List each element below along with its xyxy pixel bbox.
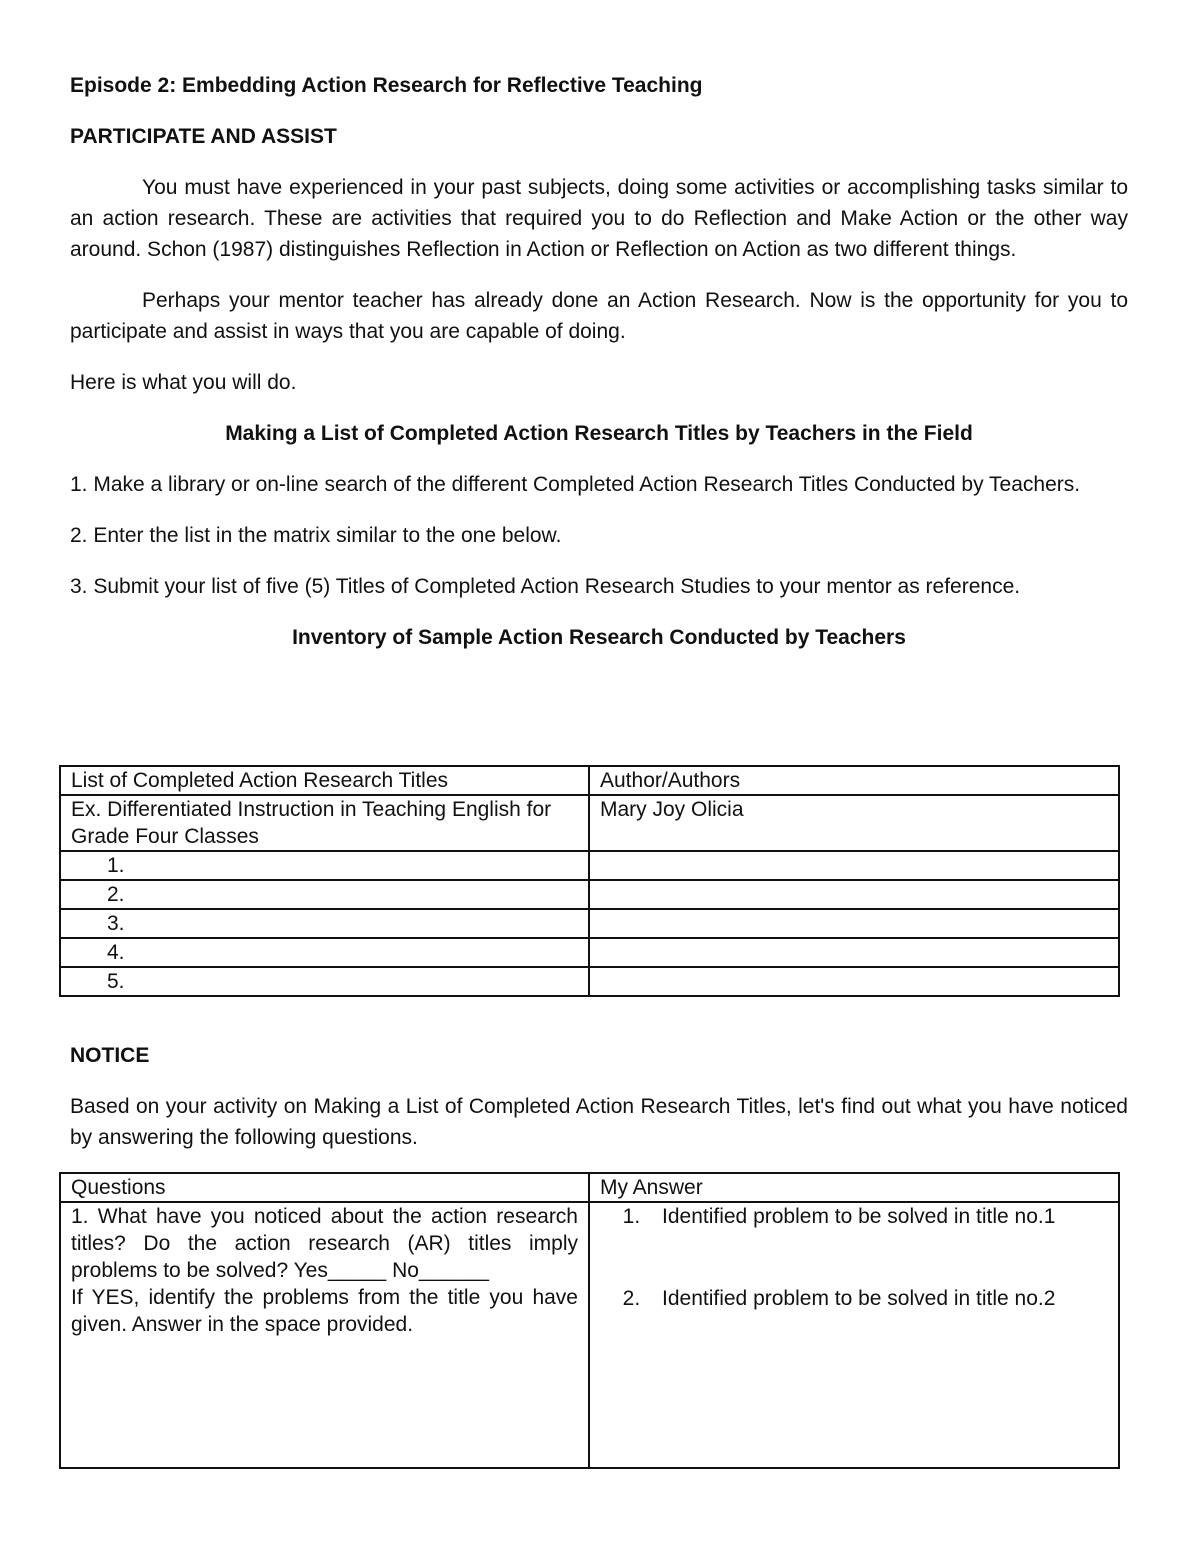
answer-cell[interactable] [589,1202,1119,1468]
step-1: 1. Make a library or on-line search of the different Completed Action Research Titles Conducted by Teachers. [70,473,1081,496]
inventory-table [59,765,1120,997]
author-cell-2[interactable] [589,880,1119,909]
author-cell-1[interactable] [589,851,1119,880]
table-row [60,880,1119,909]
section-heading-notice: NOTICE [70,1044,150,1067]
table-header-row [60,766,1119,795]
table-row [60,1202,1119,1468]
author-cell-5[interactable] [589,967,1119,996]
answer-item-2: 2. Identified problem to be solved in title no.2 [646,1285,1108,1312]
step-2: 2. Enter the list in the matrix similar to the one below. [70,524,562,547]
table-header-row [60,1173,1119,1202]
instruction-paragraph: Here is what you will do. [70,371,297,394]
example-title-cell: Ex. Differentiated Instruction in Teaching English for Grade Four Classes [60,795,589,851]
table-row [60,938,1119,967]
author-cell-4[interactable] [589,938,1119,967]
notice-section [70,1040,1128,1153]
example-author-cell: Mary Joy Olicia [589,795,1119,851]
author-cell-3[interactable] [589,909,1119,938]
questions-table [59,1172,1120,1469]
step-3: 3. Submit your list of five (5) Titles of Completed Action Research Studies to your mentor as reference. [70,575,1021,598]
table-row [60,909,1119,938]
header-questions: Questions [60,1173,589,1202]
question-text: 1. What have you noticed about the action research titles? Do the action research (AR) titles imply problems to be solved? Yes_____ No______ [71,1205,578,1282]
question-instruction: If YES, identify the problems from the title you have given. Answer in the space provided. [71,1286,578,1336]
answer-item-1: 1. Identified problem to be solved in title no.1 [646,1203,1108,1230]
question-cell [60,1202,589,1468]
section-heading-participate: PARTICIPATE AND ASSIST [70,125,337,148]
table-row-example [60,795,1119,851]
header-authors: Author/Authors [589,766,1119,795]
episode-title: Episode 2: Embedding Action Research for Reflective Teaching [70,74,703,97]
row-number-2: 2. [60,880,589,909]
header-my-answer: My Answer [589,1173,1119,1202]
document-page [70,70,1128,653]
row-number-1: 1. [60,851,589,880]
notice-paragraph: Based on your activity on Making a List of Completed Action Research Titles, let's find out what you have noticed by answering the following questions. [70,1095,1128,1149]
row-number-5: 5. [60,967,589,996]
header-titles: List of Completed Action Research Titles [60,766,589,795]
activity-title: Making a List of Completed Action Research Titles by Teachers in the Field [225,422,973,445]
inventory-title: Inventory of Sample Action Research Conducted by Teachers [292,626,906,649]
table-row [60,967,1119,996]
intro-paragraph: You must have experienced in your past subjects, doing some activities or accomplishing tasks similar to an action research. These are activities that required you to do Reflection and Make Action or the other way around. Schon (1987) distinguishes Reflection in Action or Reflection on Action as two different things. [70,176,1128,261]
mentor-paragraph: Perhaps your mentor teacher has already done an Action Research. Now is the opportunity for you to participate and assist in ways that you are capable of doing. [70,289,1128,343]
answer-list [600,1203,1108,1312]
row-number-3: 3. [60,909,589,938]
table-row [60,851,1119,880]
row-number-4: 4. [60,938,589,967]
